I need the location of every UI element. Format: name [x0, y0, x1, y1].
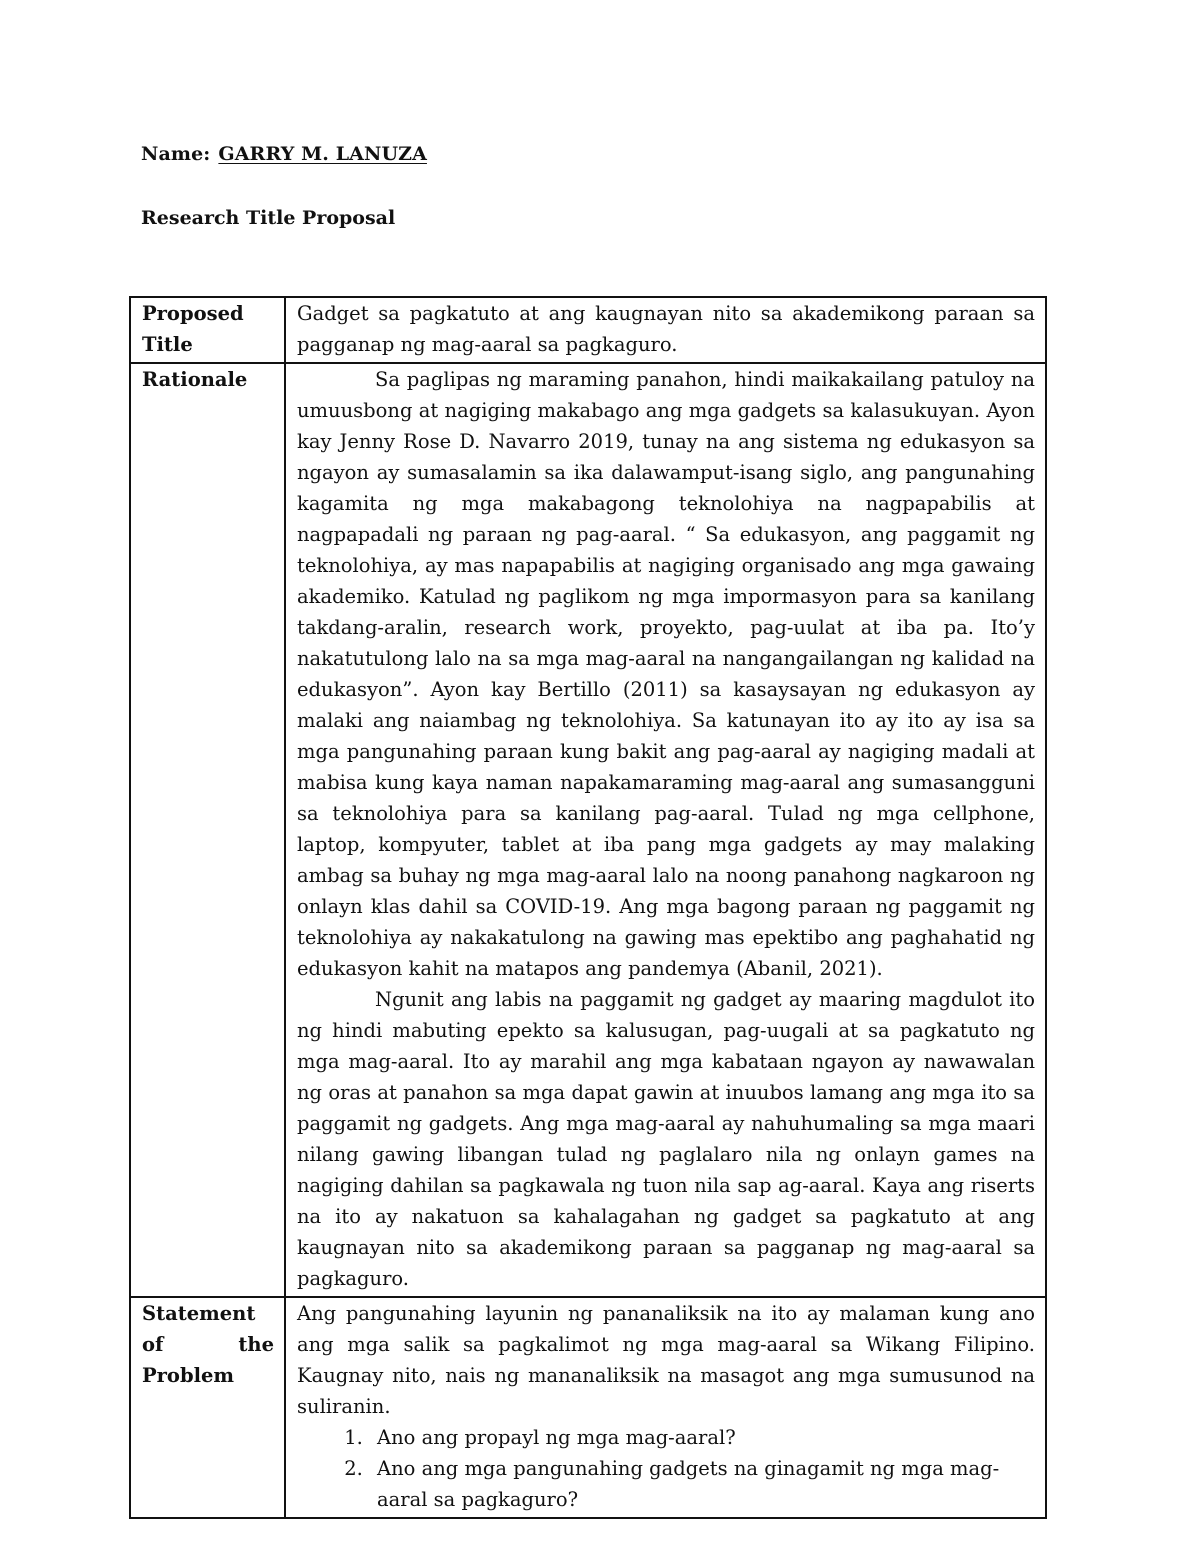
table-row-rationale [130, 363, 1046, 1297]
table-row-statement-of-problem [130, 1297, 1046, 1518]
proposal-table [129, 296, 1047, 1519]
name-label: Name: [141, 143, 211, 165]
rationale-cell [285, 363, 1046, 1297]
statement-intro: Ang pangunahing layunin ng pananaliksik na ito ay malaman kung ano ang mga salik sa pagkalimot ng mga mag-aaral sa Wikang Filipino. Kaugnay nito, nais ng mananaliksik na masagot ang mga sumusunod na suliranin. [297, 1302, 1035, 1418]
document-title: Research Title Proposal [141, 207, 396, 229]
statement-of-problem-cell [285, 1297, 1046, 1518]
proposed-title-text: Gadget sa pagkatuto at ang kaugnayan nito sa akademikong paraan sa pagganap ng mag-aaral sa pagkaguro. [297, 302, 1035, 356]
row-label-proposed-title: Proposed Title [130, 297, 285, 363]
list-item: 2. Ano ang mga pangunahing gadgets na ginagamit ng mga mag-aaral sa pagkaguro? [369, 1453, 1035, 1515]
rationale-paragraph-2: Ngunit ang labis na paggamit ng gadget ay maaring magdulot ito ng hindi mabuting epekto sa kalusugan, pag-uugali at sa pagkatuto ng mga mag-aaral. Ito ay marahil ang mga kabataan ngayon ay nawawalan ng oras at panahon sa mga dapat gawin at inuubos lamang ang mga ito sa paggamit ng gadgets. Ang mga mag-aaral ay nahuhumaling sa mga maari nilang gawing libangan tulad ng paglalaro nila ng onlayn games na nagiging dahilan sa pagkawala ng tuon nila sap ag-aaral. Kaya ang riserts na ito ay nakatuon sa kahalagahan ng gadget sa pagkatuto at ang kaugnayan nito sa akademikong paraan sa pagganap ng mag-aaral sa pagkaguro. [297, 988, 1035, 1290]
row-label-rationale: Rationale [130, 363, 285, 1297]
student-name: GARRY M. LANUZA [218, 143, 427, 165]
table-row-proposed-title [130, 297, 1046, 363]
row-label-statement-of-problem: Statement of the Problem [130, 1297, 285, 1518]
name-line [141, 143, 427, 165]
research-questions-list [297, 1422, 1035, 1515]
list-item: 1. Ano ang propayl ng mga mag-aaral? [369, 1422, 1035, 1453]
rationale-paragraph-1: Sa paglipas ng maraming panahon, hindi maikakailang patuloy na umuusbong at nagiging makabago ang mga gadgets sa kalasukuyan. Ayon kay Jenny Rose D. Navarro 2019, tunay na ang sistema ng edukasyon sa ngayon ay sumasalamin sa ika dalawamput-isang siglo, ang pangunahing kagamita ng mga makabagong teknolohiya na nagpapabilis at nagpapadali ng paraan ng pag-aaral. “ Sa edukasyon, ang paggamit ng teknolohiya, ay mas napapabilis at nagiging organisado ang mga gawaing akademiko. Katulad ng paglikom ng mga impormasyon para sa kanilang takdang-aralin, research work, proyekto, pag-uulat at iba pa. Ito’y nakatutulong lalo na sa mga mag-aaral na nangangailangan ng kalidad na edukasyon”. Ayon kay Bertillo (2011) sa kasaysayan ng edukasyon ay malaki ang naiambag ng teknolohiya. Sa katunayan ito ay ito ay isa sa mga pangunahing paraan kung bakit ang pag-aaral ay nagiging madali at mabisa kung kaya naman napakamaraming mag-aaral ang sumasangguni sa teknolohiya para sa kanilang pag-aaral. Tulad ng mga cellphone, laptop, kompyuter, tablet at iba pang mga gadgets ay may malaking ambag sa buhay ng mga mag-aaral lalo na noong panahong nagkaroon ng onlayn klas dahil sa COVID-19. Ang mga bagong paraan ng paggamit ng teknolohiya ay nakakatulong na gawing mas epektibo ang paghahatid ng edukasyon kahit na matapos ang pandemya (Abanil, 2021). [297, 368, 1035, 980]
proposed-title-cell [285, 297, 1046, 363]
